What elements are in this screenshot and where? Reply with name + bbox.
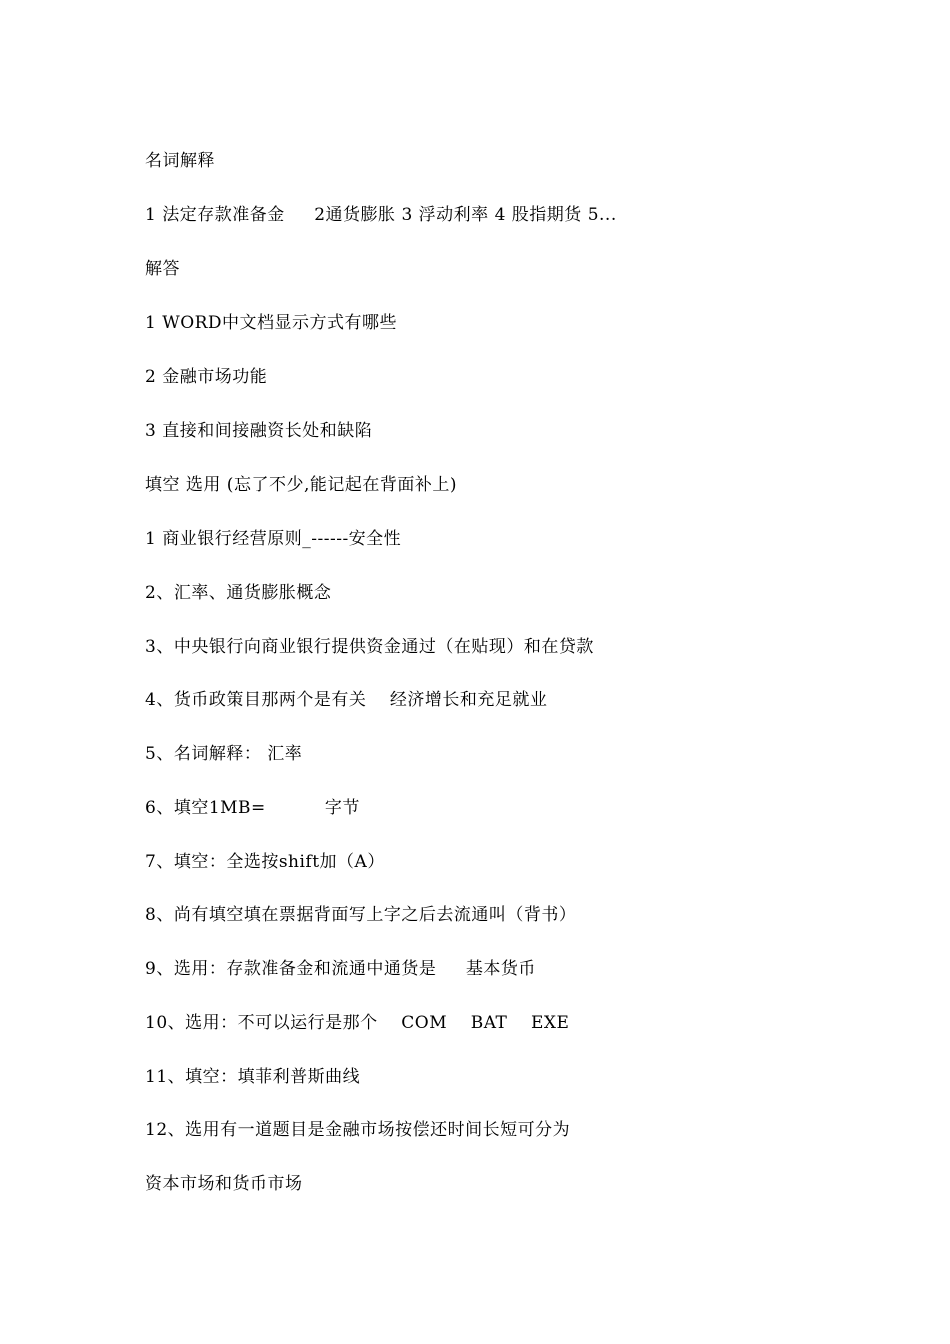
question-item-3: 3、中央银行向商业银行提供资金通过（在贴现）和在贷款 — [145, 637, 594, 657]
question-item-12-continued: 资本市场和货币市场 — [145, 1174, 303, 1194]
question-item-6: 6、填空1MB= 字节 — [145, 798, 360, 818]
question-item-9: 9、选用：存款准备金和流通中通货是 基本货币 — [145, 959, 536, 979]
question-item-8: 8、尚有填空填在票据背面写上字之后去流通叫（背书） — [145, 905, 577, 925]
heading-answers: 解答 — [145, 259, 180, 279]
question-item-2: 2、汇率、通货膨胀概念 — [145, 583, 332, 603]
question-item-7: 7、填空：全选按shift加（A） — [145, 852, 385, 872]
answer-item-1: 1 WORD中文档显示方式有哪些 — [145, 313, 398, 333]
heading-term-definitions: 名词解释 — [145, 151, 215, 171]
term-list-line: 1 法定存款准备金 2通货膨胀 3 浮动利率 4 股指期货 5... — [145, 205, 617, 225]
question-item-12: 12、选用有一道题目是金融市场按偿还时间长短可分为 — [145, 1120, 571, 1140]
question-item-1: 1 商业银行经营原则_------安全性 — [145, 529, 402, 549]
question-item-4: 4、货币政策目那两个是有关 经济增长和充足就业 — [145, 690, 548, 710]
answer-item-2: 2 金融市场功能 — [145, 367, 268, 387]
answer-item-3: 3 直接和间接融资长处和缺陷 — [145, 421, 373, 441]
heading-fill-choice: 填空 选用 (忘了不少,能记起在背面补上) — [145, 475, 457, 495]
question-item-5: 5、名词解释： 汇率 — [145, 744, 303, 764]
question-item-11: 11、填空：填菲利普斯曲线 — [145, 1067, 361, 1087]
question-item-10: 10、选用：不可以运行是那个 COM BAT EXE — [145, 1013, 570, 1033]
